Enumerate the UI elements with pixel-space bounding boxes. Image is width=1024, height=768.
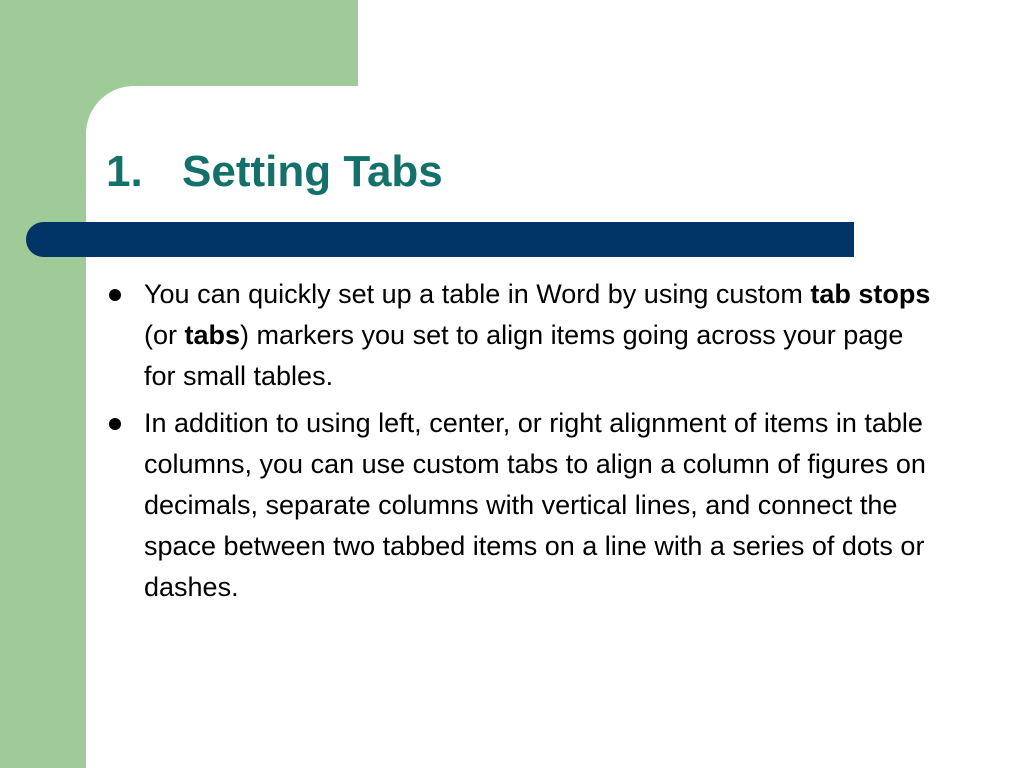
bullet-bold-term: tabs [184,320,241,350]
bullet-bold-term: tab stops [810,279,931,309]
title-number: 1. [106,147,143,196]
slide-title [106,142,443,202]
bullet-list [106,274,936,614]
title-underline-bar [26,222,854,257]
bullet-text: You can quickly set up a table in Word by using custom [144,279,811,309]
bullet-item [106,274,936,397]
title-text: Setting Tabs [182,147,443,196]
bullet-dot-icon [109,289,121,301]
bullet-item [106,403,936,608]
bullet-text: (or [144,320,185,350]
bullet-text: ) markers you set to align items going across your page for small tables. [144,320,904,391]
bullet-dot-icon [109,418,121,430]
bullet-text: In addition to using left, center, or right alignment of items in table columns, you can use custom tabs to align a column of figures on decimals, separate columns with vertical lines, and connect the space between two tabbed items on a line with a series of dots or dashes. [144,408,926,602]
